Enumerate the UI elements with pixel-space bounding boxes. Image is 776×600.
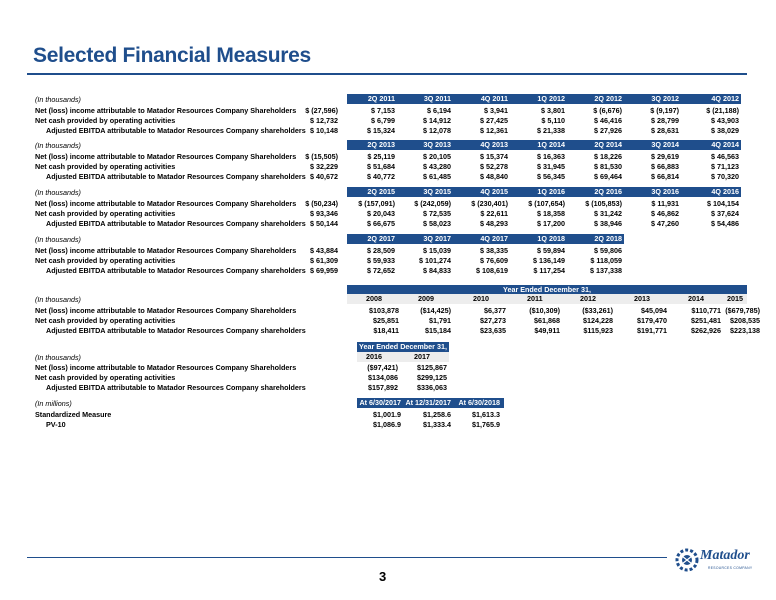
period-header: At 12/31/2017 [405, 398, 451, 407]
period-header: 3Q 2014 [651, 140, 679, 149]
period-header: 3Q 2013 [423, 140, 451, 149]
table-cell: ($679,785) [725, 306, 760, 315]
period-header: 4Q 2016 [711, 187, 739, 196]
table-cell: $ 11,931 [651, 199, 679, 208]
row-label: Net (loss) income attributable to Matador Resources Company Shareholders [35, 246, 297, 255]
table-cell: $ 12,078 [423, 126, 451, 135]
table-cell: $ 58,023 [423, 219, 451, 228]
year-header: 2011 [527, 294, 543, 303]
table-cell: $ 66,675 [367, 219, 395, 228]
period-header: 3Q 2016 [651, 187, 679, 196]
year-header: 2013 [634, 294, 650, 303]
table-cell: $ 69,464 [594, 172, 622, 181]
table-cell: $ 6,799 [371, 116, 395, 125]
table-cell: $ 31,242 [594, 209, 622, 218]
table-cell: $ (21,188) [706, 106, 739, 115]
period-header: 4Q 2014 [711, 140, 739, 149]
table-cell: $124,228 [583, 316, 613, 325]
table-cell: $ 72,652 [367, 266, 395, 275]
table-cell: $ 27,425 [480, 116, 508, 125]
period-header: 1Q 2014 [537, 140, 565, 149]
period-header: 4Q 2017 [480, 234, 508, 243]
row-label: Net cash provided by operating activities [35, 373, 176, 382]
table-cell: $ 15,324 [367, 126, 395, 135]
table-cell: $ 5,110 [541, 116, 565, 125]
table-cell: $ 118,059 [590, 256, 622, 265]
table-row [0, 325, 776, 336]
table-cell: $1,086.9 [373, 420, 401, 429]
year-header: 2008 [366, 294, 382, 303]
table-cell: $262,926 [691, 326, 721, 335]
year-header: 2009 [418, 294, 434, 303]
footer-rule [27, 557, 667, 558]
table-cell: $ 101,274 [419, 256, 451, 265]
table-row [0, 265, 776, 276]
table-cell: $ 10,148 [310, 126, 338, 135]
unit-text: (In thousands) [35, 295, 81, 304]
period-header: 1Q 2016 [537, 187, 565, 196]
table-cell: $251,481 [691, 316, 721, 325]
row-label: Adjusted EBITDA attributable to Matador Resources Company shareholders [46, 172, 306, 181]
table-cell: $ 59,894 [537, 246, 565, 255]
table-cell: $ 32,229 [310, 162, 338, 171]
table-cell: $ 38,029 [711, 126, 739, 135]
table-cell: $ 59,806 [594, 246, 622, 255]
table-row [0, 171, 776, 182]
unit-text: (In thousands) [35, 95, 81, 104]
logo-subtext: RESOURCES COMPANY [708, 566, 753, 570]
row-label: Net (loss) income attributable to Matador Resources Company Shareholders [35, 152, 297, 161]
period-header: 1Q 2012 [537, 94, 565, 103]
period-header: 1Q 2015 [310, 187, 338, 196]
period-header: At 6/30/2017 [359, 398, 401, 407]
table-cell: $ 66,883 [651, 162, 679, 171]
table-cell: $103,878 [369, 306, 399, 315]
period-header: 4Q 2011 [480, 94, 508, 103]
table-cell: $157,892 [368, 383, 398, 392]
table-cell: $110,771 [691, 306, 721, 315]
table-cell: $ 54,486 [711, 219, 739, 228]
table-cell: $ 12,361 [480, 126, 508, 135]
row-label: Net cash provided by operating activities [35, 116, 176, 125]
table-cell: $ 46,862 [651, 209, 679, 218]
table-cell: $ 15,374 [480, 152, 508, 161]
period-header: 4Q 2015 [480, 187, 508, 196]
row-label: Net cash provided by operating activities [35, 162, 176, 171]
row-label: Adjusted EBITDA attributable to Matador Resources Company shareholders [46, 326, 306, 335]
row-label: Net cash provided by operating activities [35, 256, 176, 265]
table-cell: $ (157,091) [358, 199, 395, 208]
page-title: Selected Financial Measures [33, 44, 311, 67]
period-header: 2Q 2013 [367, 140, 395, 149]
table-cell: $ 18,226 [594, 152, 622, 161]
row-label: Net (loss) income attributable to Matador Resources Company Shareholders [35, 199, 297, 208]
unit-text: (In thousands) [35, 353, 81, 362]
table-cell: $ 38,335 [480, 246, 508, 255]
table-cell: ($97,421) [367, 363, 398, 372]
table-cell: $1,258.6 [423, 410, 451, 419]
year-header: 2014 [688, 294, 704, 303]
table-cell: $ 48,293 [480, 219, 508, 228]
period-header: 1Q 2013 [310, 140, 338, 149]
table-cell: $ 59,933 [367, 256, 395, 265]
row-label: Adjusted EBITDA attributable to Matador Resources Company shareholders [46, 266, 306, 275]
table-cell: $ (15,505) [305, 152, 338, 161]
table-cell: $ 37,624 [711, 209, 739, 218]
table-cell: ($14,425) [420, 306, 451, 315]
table-cell: $ 84,833 [423, 266, 451, 275]
row-label: Net (loss) income attributable to Matador Resources Company Shareholders [35, 306, 297, 315]
table-cell: $ 40,672 [310, 172, 338, 181]
row-label: Net cash provided by operating activities [35, 316, 176, 325]
table-cell: $ (9,197) [650, 106, 679, 115]
table-cell: $ 61,309 [310, 256, 338, 265]
table-cell: $61,868 [534, 316, 560, 325]
table-cell: $ 43,280 [423, 162, 451, 171]
period-header: 2Q 2012 [594, 94, 622, 103]
table-cell: $ 20,105 [423, 152, 451, 161]
table-cell: $299,125 [417, 373, 447, 382]
row-label: Net (loss) income attributable to Matador Resources Company Shareholders [35, 106, 297, 115]
period-header: At 6/30/2018 [458, 398, 500, 407]
table-cell: $ 27,926 [594, 126, 622, 135]
table-cell: $ 7,153 [371, 106, 395, 115]
table-cell: $ 40,772 [367, 172, 395, 181]
table-cell: $ 137,338 [590, 266, 622, 275]
period-header: 2Q 2011 [367, 94, 395, 103]
period-header: 4Q 2012 [711, 94, 739, 103]
table-cell: $125,867 [417, 363, 447, 372]
table-cell: $336,063 [417, 383, 447, 392]
row-label: Adjusted EBITDA attributable to Matador Resources Company shareholders [46, 383, 306, 392]
table-cell: $1,333.4 [423, 420, 451, 429]
period-header: 4Q 2013 [480, 140, 508, 149]
period-header: 2Q 2014 [594, 140, 622, 149]
table-cell: $ 50,144 [310, 219, 338, 228]
table-cell: $ 108,619 [476, 266, 508, 275]
table-cell: $ 16,363 [537, 152, 565, 161]
period-header: 3Q 2017 [423, 234, 451, 243]
table-cell: $ 18,358 [537, 209, 565, 218]
period-header: 1Q 2017 [310, 234, 338, 243]
period-header: 2Q 2017 [367, 234, 395, 243]
row-label: Adjusted EBITDA attributable to Matador Resources Company shareholders [46, 219, 306, 228]
table-row [0, 125, 776, 136]
table-cell: $ 17,200 [537, 219, 565, 228]
table-cell: $ 70,320 [711, 172, 739, 181]
table-cell: $ 76,609 [480, 256, 508, 265]
unit-text: (In thousands) [35, 188, 81, 197]
unit-text: (In thousands) [35, 235, 81, 244]
table-cell: $115,923 [583, 326, 613, 335]
table-cell: $ 31,945 [537, 162, 565, 171]
year-header: 2017 [414, 352, 430, 361]
table-cell: $1,001.9 [373, 410, 401, 419]
period-header: 2Q 2015 [367, 187, 395, 196]
table-cell: $191,771 [637, 326, 667, 335]
table-cell: $ 47,260 [651, 219, 679, 228]
table-cell: $23,635 [480, 326, 506, 335]
table-cell: $ 71,123 [711, 162, 739, 171]
table-cell: $ (6,676) [593, 106, 622, 115]
row-label: Net (loss) income attributable to Matador Resources Company Shareholders [35, 363, 297, 372]
table-cell: $ 6,194 [427, 106, 451, 115]
table-cell: $ 28,509 [367, 246, 395, 255]
table-cell: $ 93,346 [310, 209, 338, 218]
table-cell: $ (50,234) [305, 199, 338, 208]
table-cell: $ 25,119 [367, 152, 395, 161]
row-label: Net cash provided by operating activities [35, 209, 176, 218]
table-cell: $ 117,254 [533, 266, 565, 275]
period-header: 3Q 2015 [423, 187, 451, 196]
table-cell: $ 69,959 [310, 266, 338, 275]
page-number: 3 [379, 569, 387, 584]
table-cell: $208,535 [730, 316, 760, 325]
table-cell: $ 3,801 [541, 106, 565, 115]
table-cell: $ 14,912 [423, 116, 451, 125]
table-cell: $ 22,611 [480, 209, 508, 218]
table-cell: $ 28,799 [651, 116, 679, 125]
table-cell: $ 46,416 [594, 116, 622, 125]
table-cell: $ 38,946 [594, 219, 622, 228]
table-cell: $134,086 [368, 373, 398, 382]
table-cell: $ 51,684 [367, 162, 395, 171]
table-cell: $ (27,596) [305, 106, 338, 115]
table-cell: $223,138 [730, 326, 760, 335]
unit-text: (In thousands) [35, 141, 81, 150]
table-cell: $ 21,338 [537, 126, 565, 135]
title-rule [27, 73, 747, 75]
table-row [0, 218, 776, 229]
table-cell: $18,411 [373, 326, 399, 335]
table-cell: $ 20,043 [367, 209, 395, 218]
year-header: 2015 [727, 294, 743, 303]
period-header: 1Q 2011 [310, 94, 338, 103]
table-cell: $179,470 [637, 316, 667, 325]
table-cell: $1,613.3 [472, 410, 500, 419]
table-row [0, 419, 776, 430]
table-cell: $ (105,853) [585, 199, 622, 208]
row-label: Standardized Measure [35, 410, 112, 419]
table-cell: $6,377 [484, 306, 506, 315]
table-cell: $ (107,654) [528, 199, 565, 208]
unit-text: (In millions) [35, 399, 72, 408]
table-cell: $ 3,941 [484, 106, 508, 115]
table-cell: $ 15,039 [423, 246, 451, 255]
table-cell: $ 43,884 [310, 246, 338, 255]
table-cell: $ 136,149 [533, 256, 565, 265]
table-cell: $ 12,732 [310, 116, 338, 125]
table-cell: $15,184 [425, 326, 451, 335]
table-cell: $27,273 [480, 316, 506, 325]
year-header: 2016 [366, 352, 382, 361]
table-cell: $ 46,563 [711, 152, 739, 161]
table-cell: $ 28,631 [651, 126, 679, 135]
year-ended-header: Year Ended December 31, [347, 285, 747, 295]
table-cell: $ (242,059) [414, 199, 451, 208]
table-cell: $ 43,903 [711, 116, 739, 125]
year-header: 2010 [473, 294, 489, 303]
period-header: 3Q 2011 [423, 94, 451, 103]
period-header: 2Q 2016 [594, 187, 622, 196]
table-cell: $ 29,619 [651, 152, 679, 161]
table-cell: $49,911 [534, 326, 560, 335]
table-cell: ($10,309) [529, 306, 560, 315]
table-cell: $1,765.9 [472, 420, 500, 429]
logo-text: Matador [700, 548, 750, 563]
row-label: Adjusted EBITDA attributable to Matador Resources Company shareholders [46, 126, 306, 135]
table-cell: $ 52,278 [480, 162, 508, 171]
table-cell: $ 81,530 [594, 162, 622, 171]
table-cell: $ 66,814 [651, 172, 679, 181]
matador-logo [674, 540, 754, 580]
table-cell: $ 48,840 [480, 172, 508, 181]
period-header: 1Q 2018 [537, 234, 565, 243]
period-header: 2Q 2018 [594, 234, 622, 243]
table-cell: $ 72,535 [423, 209, 451, 218]
table-cell: $ 56,345 [537, 172, 565, 181]
year-header: 2012 [580, 294, 596, 303]
table-cell: $25,851 [373, 316, 399, 325]
table-cell: $ 104,154 [707, 199, 739, 208]
table-cell: $ (230,401) [471, 199, 508, 208]
year-ended-header: Year Ended December 31, [357, 342, 449, 352]
table-cell: $ 61,485 [423, 172, 451, 181]
table-cell: $45,094 [641, 306, 667, 315]
table-cell: $1,791 [429, 316, 451, 325]
period-header: 3Q 2012 [651, 94, 679, 103]
table-cell: ($33,261) [582, 306, 613, 315]
row-label: PV-10 [46, 420, 66, 429]
table-row [0, 382, 776, 393]
